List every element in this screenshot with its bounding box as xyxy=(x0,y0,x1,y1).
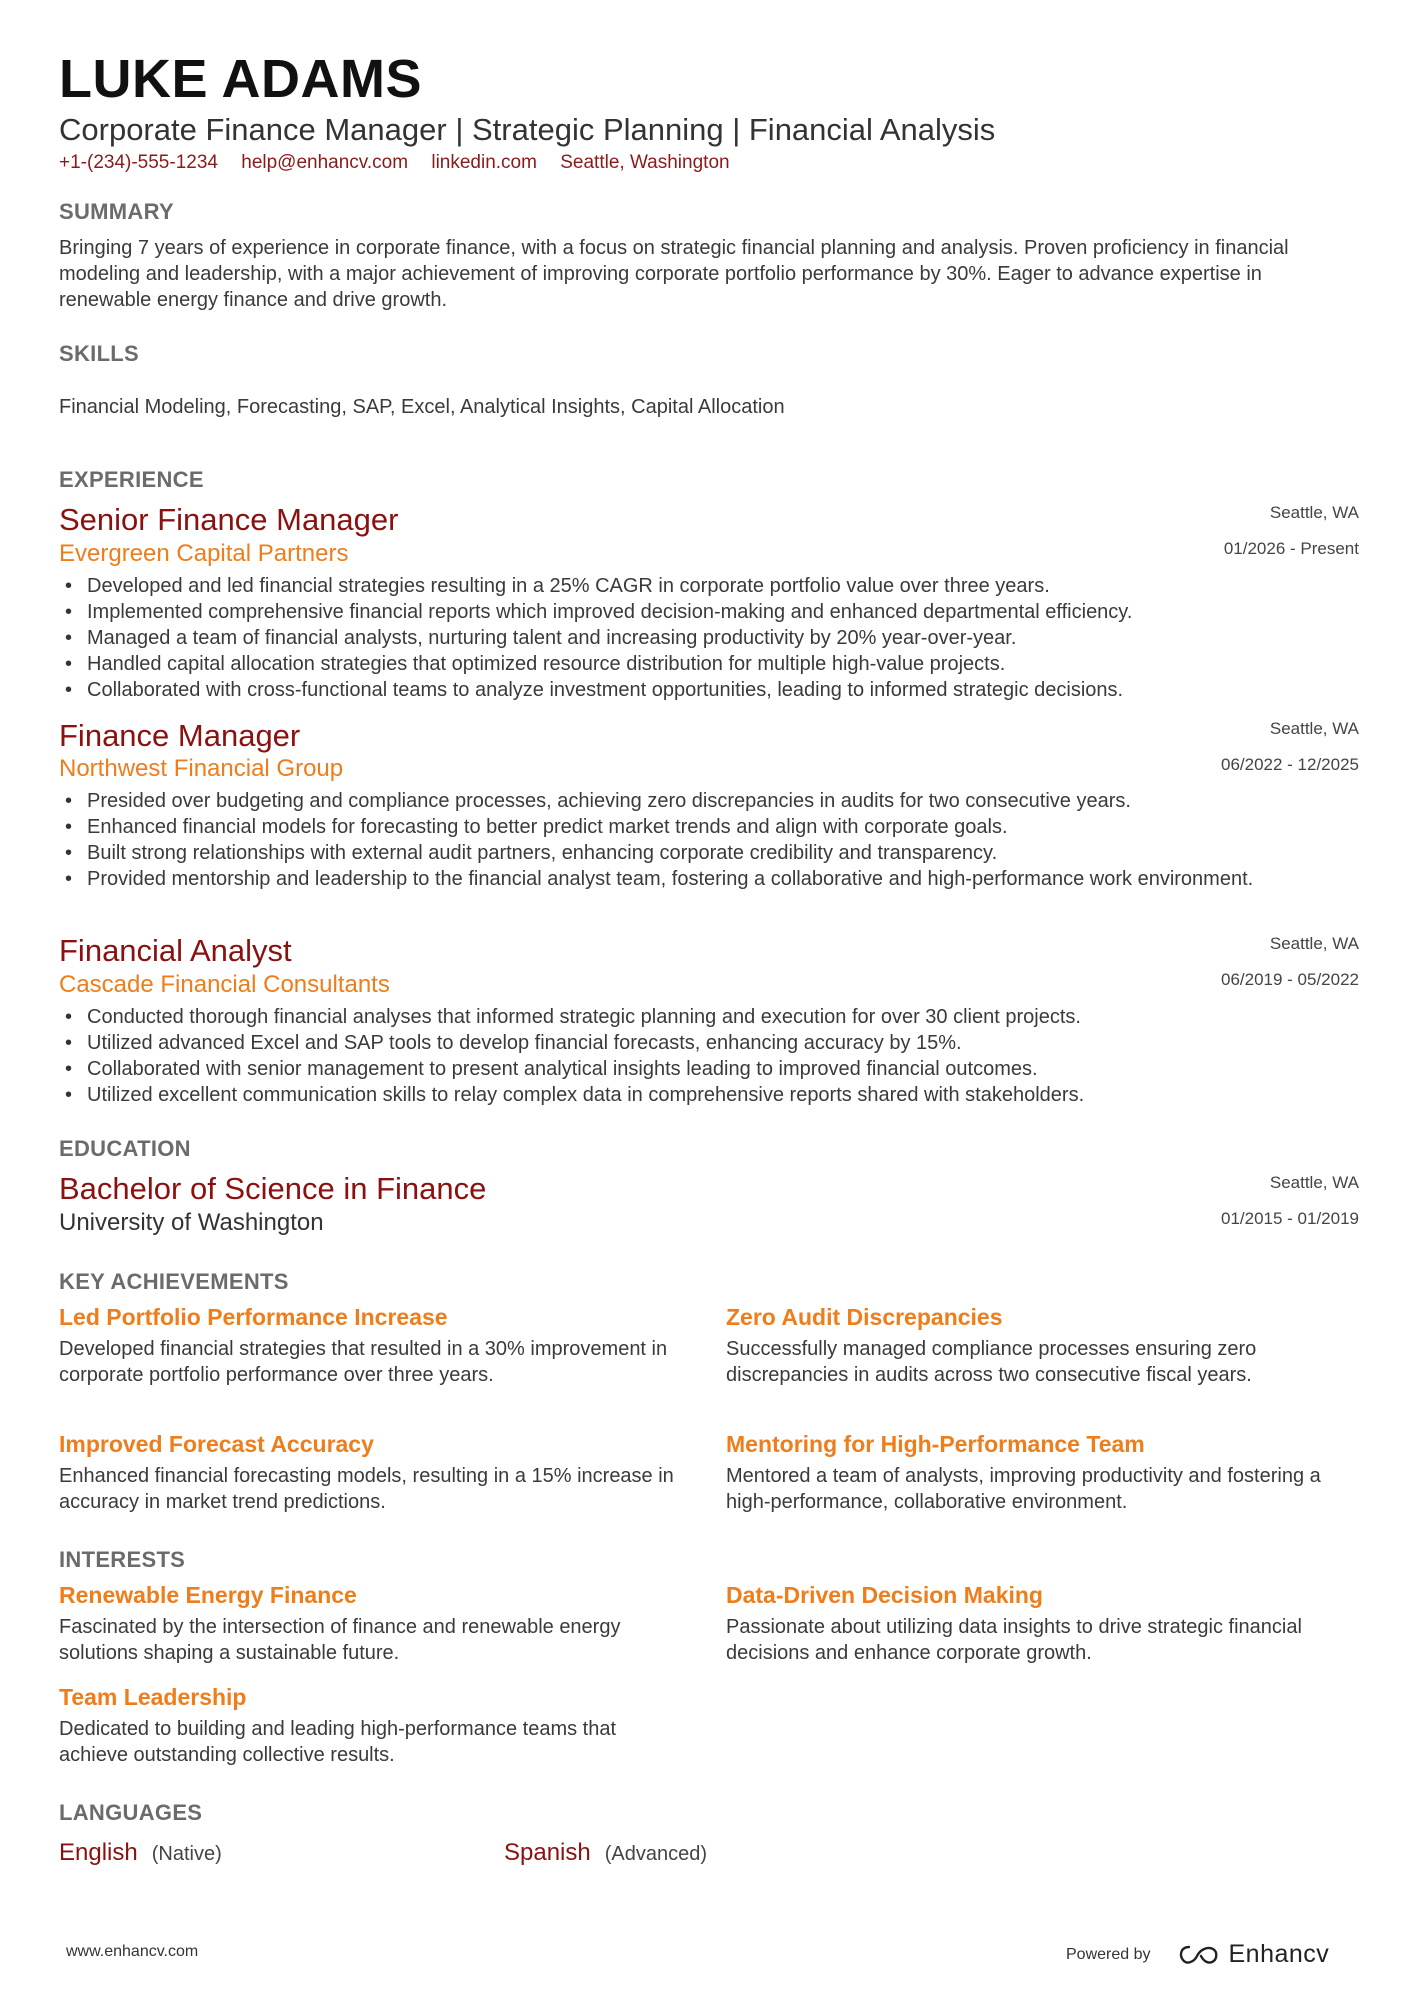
job-company: Cascade Financial Consultants xyxy=(59,971,390,998)
achievement-desc: Mentored a team of analysts, improving productivity and fostering a high-performance, collaborative environment. xyxy=(726,1465,1321,1513)
job-bullets xyxy=(59,1004,1359,1108)
achievements-heading: KEY ACHIEVEMENTS xyxy=(59,1269,289,1294)
interest-card xyxy=(59,1682,679,1768)
list-item: • Handled capital allocation strategies that optimized resource distribution for multiple high-value projects. xyxy=(59,651,1359,677)
footer-powered-by xyxy=(1066,1940,1329,1969)
achievement-card xyxy=(59,1429,679,1515)
list-item: • Enhanced financial models for forecasting to better predict market trends and align with corporate goals. xyxy=(59,814,1359,840)
degree-title: Bachelor of Science in Finance xyxy=(59,1171,487,1206)
job-dates: 01/2026 - Present xyxy=(1223,539,1359,558)
achievement-desc: Developed financial strategies that resulted in a 30% improvement in corporate portfolio performance over three years. xyxy=(59,1338,668,1386)
language-level: (Advanced) xyxy=(604,1843,708,1865)
job-bullets xyxy=(59,573,1359,703)
candidate-name: LUKE ADAMS xyxy=(59,49,422,109)
interest-card xyxy=(59,1580,679,1666)
contact-linkedin[interactable]: linkedin.com xyxy=(431,152,537,173)
achievement-title: Led Portfolio Performance Increase xyxy=(59,1304,448,1330)
interest-title: Renewable Energy Finance xyxy=(59,1582,357,1608)
achievement-title: Zero Audit Discrepancies xyxy=(726,1304,1003,1330)
list-item: • Developed and led financial strategies resulting in a 25% CAGR in corporate portfolio value over three years. xyxy=(59,573,1359,599)
achievement-desc: Enhanced financial forecasting models, resulting in a 15% increase in accuracy in market trend predictions. xyxy=(59,1465,674,1513)
language-item xyxy=(504,1837,707,1870)
interests-heading: INTERESTS xyxy=(59,1547,186,1572)
list-item: • Conducted thorough financial analyses that informed strategic planning and execution for over 30 client projects. xyxy=(59,1004,1359,1030)
summary-heading: SUMMARY xyxy=(59,199,174,224)
job-title: Financial Analyst xyxy=(59,933,292,968)
job-location: Seattle, WA xyxy=(1269,934,1359,953)
enhancv-logo[interactable] xyxy=(1177,1940,1330,1969)
experience-heading: EXPERIENCE xyxy=(59,467,204,492)
achievement-title: Improved Forecast Accuracy xyxy=(59,1431,374,1457)
achievement-card xyxy=(59,1302,679,1388)
job-bullets xyxy=(59,788,1359,892)
job-dates: 06/2019 - 05/2022 xyxy=(1220,970,1359,989)
list-item: • Utilized advanced Excel and SAP tools to develop financial forecasts, enhancing accuracy by 15%. xyxy=(59,1030,1359,1056)
languages-heading: LANGUAGES xyxy=(59,1800,203,1825)
education-location: Seattle, WA xyxy=(1269,1173,1359,1192)
job-title: Finance Manager xyxy=(59,718,301,753)
list-item: • Provided mentorship and leadership to the financial analyst team, fostering a collaborative and high-performance work environment. xyxy=(59,866,1359,892)
school-name: University of Washington xyxy=(59,1209,324,1236)
list-item: • Collaborated with senior management to present analytical insights leading to improved financial outcomes. xyxy=(59,1056,1359,1082)
powered-by-label: Powered by xyxy=(1066,1945,1151,1963)
brand-name: Enhancv xyxy=(1228,1940,1330,1968)
list-item: • Managed a team of financial analysts, nurturing talent and increasing productivity by 20% year-over-year. xyxy=(59,625,1359,651)
education-dates: 01/2015 - 01/2019 xyxy=(1220,1209,1359,1228)
job-company: Evergreen Capital Partners xyxy=(59,540,349,567)
language-item xyxy=(59,1837,222,1870)
job-title: Senior Finance Manager xyxy=(59,502,399,537)
footer-website[interactable]: www.enhancv.com xyxy=(66,1943,199,1960)
contact-location: Seattle, Washington xyxy=(560,152,730,173)
list-item: • Built strong relationships with external audit partners, enhancing corporate credibility and transparency. xyxy=(59,840,1359,866)
skills-text: Financial Modeling, Forecasting, SAP, Excel, Analytical Insights, Capital Allocation xyxy=(59,396,785,418)
list-item: • Presided over budgeting and compliance processes, achieving zero discrepancies in audits for two consecutive years. xyxy=(59,788,1359,814)
interest-title: Team Leadership xyxy=(59,1684,247,1710)
enhancv-logo-icon xyxy=(1177,1943,1221,1967)
summary-text: Bringing 7 years of experience in corporate finance, with a focus on strategic financial planning and analysis. Proven proficiency in financial modeling and leadership, with a major achievement of improving corporate portfolio performance by 30%. Eager to advance expertise in renewable energy finance and drive growth. xyxy=(59,237,1289,311)
list-item: • Implemented comprehensive financial reports which improved decision-making and enhanced departmental efficiency. xyxy=(59,599,1359,625)
candidate-headline: Corporate Finance Manager | Strategic Planning | Financial Analysis xyxy=(59,112,996,147)
interest-title: Data-Driven Decision Making xyxy=(726,1582,1043,1608)
achievement-card xyxy=(726,1429,1346,1515)
skills-heading: SKILLS xyxy=(59,341,140,366)
job-location: Seattle, WA xyxy=(1269,719,1359,738)
interest-desc: Fascinated by the intersection of finance and renewable energy solutions shaping a sustainable future. xyxy=(59,1616,621,1664)
contact-email[interactable]: help@enhancv.com xyxy=(241,152,409,173)
achievement-title: Mentoring for High-Performance Team xyxy=(726,1431,1145,1457)
language-name: English xyxy=(59,1839,138,1866)
interest-desc: Passionate about utilizing data insights to drive strategic financial decisions and enhance corporate growth. xyxy=(726,1616,1302,1664)
achievement-card xyxy=(726,1302,1346,1388)
interest-desc: Dedicated to building and leading high-performance teams that achieve outstanding collective results. xyxy=(59,1718,617,1766)
job-company: Northwest Financial Group xyxy=(59,755,344,782)
language-name: Spanish xyxy=(504,1839,591,1866)
interest-card xyxy=(726,1580,1346,1666)
list-item: • Utilized excellent communication skills to relay complex data in comprehensive reports shared with stakeholders. xyxy=(59,1082,1359,1108)
job-dates: 06/2022 - 12/2025 xyxy=(1220,755,1359,774)
achievement-desc: Successfully managed compliance processes ensuring zero discrepancies in audits across two consecutive fiscal years. xyxy=(726,1338,1257,1386)
job-location: Seattle, WA xyxy=(1269,503,1359,522)
list-item: • Collaborated with cross-functional teams to analyze investment opportunities, leading to informed strategic decisions. xyxy=(59,677,1359,703)
contact-line xyxy=(59,150,748,176)
language-level: (Native) xyxy=(151,1843,222,1865)
education-heading: EDUCATION xyxy=(59,1136,191,1161)
contact-phone[interactable]: +1-(234)-555-1234 xyxy=(59,152,218,173)
